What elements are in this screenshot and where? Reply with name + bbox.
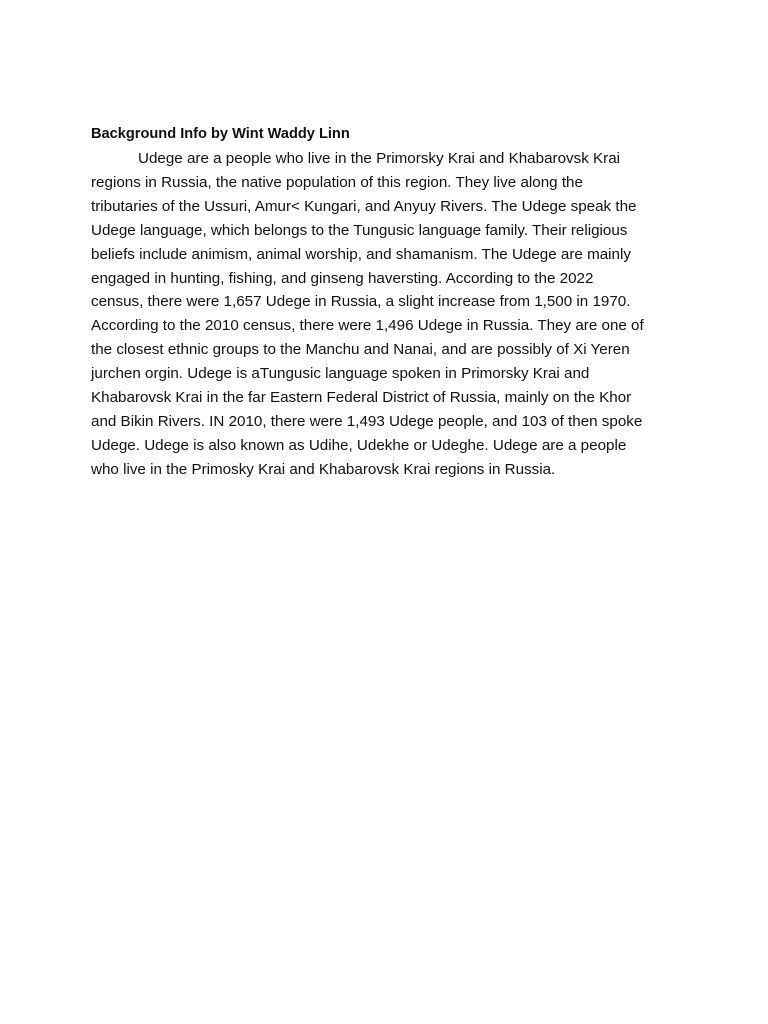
paragraph-line: Udege. Udege is also known as Udihe, Udekhe or Udeghe. Udege are a people <box>91 436 627 454</box>
paragraph-line: the closest ethnic groups to the Manchu and Nanai, and are possibly of Xi Yeren <box>91 341 630 359</box>
paragraph <box>91 147 681 482</box>
paragraph-line: jurchen orgin. Udege is aTungusic language spoken in Primorsky Krai and <box>91 365 590 383</box>
paragraph-line: census, there were 1,657 Udege in Russia, a slight increase from 1,500 in 1970. <box>91 293 631 311</box>
paragraph-line: engaged in hunting, fishing, and ginseng haversting. According to the 2022 <box>91 269 594 287</box>
paragraph-line: According to the 2010 census, there were 1,496 Udege in Russia. They are one of <box>91 317 644 335</box>
paragraph-line: and Bikin Rivers. IN 2010, there were 1,493 Udege people, and 103 of then spoke <box>91 412 643 430</box>
document-heading: Background Info by Wint Waddy Linn <box>91 126 350 142</box>
paragraph-line: tributaries of the Ussuri, Amur< Kungari, and Anyuy Rivers. The Udege speak the <box>91 197 637 215</box>
paragraph-line: who live in the Primosky Krai and Khabarovsk Krai regions in Russia. <box>91 460 556 478</box>
paragraph-line: Khabarovsk Krai in the far Eastern Federal District of Russia, mainly on the Khor <box>91 389 632 407</box>
paragraph-line: Udege are a people who live in the Primorsky Krai and Khabarovsk Krai <box>138 150 621 167</box>
document-body <box>91 122 681 482</box>
paragraph-line: Udege language, which belongs to the Tungusic language family. Their religious <box>91 221 628 239</box>
paragraph-line: beliefs include animism, animal worship, and shamanism. The Udege are mainly <box>91 245 631 263</box>
paragraph-line: regions in Russia, the native population of this region. They live along the <box>91 173 583 191</box>
